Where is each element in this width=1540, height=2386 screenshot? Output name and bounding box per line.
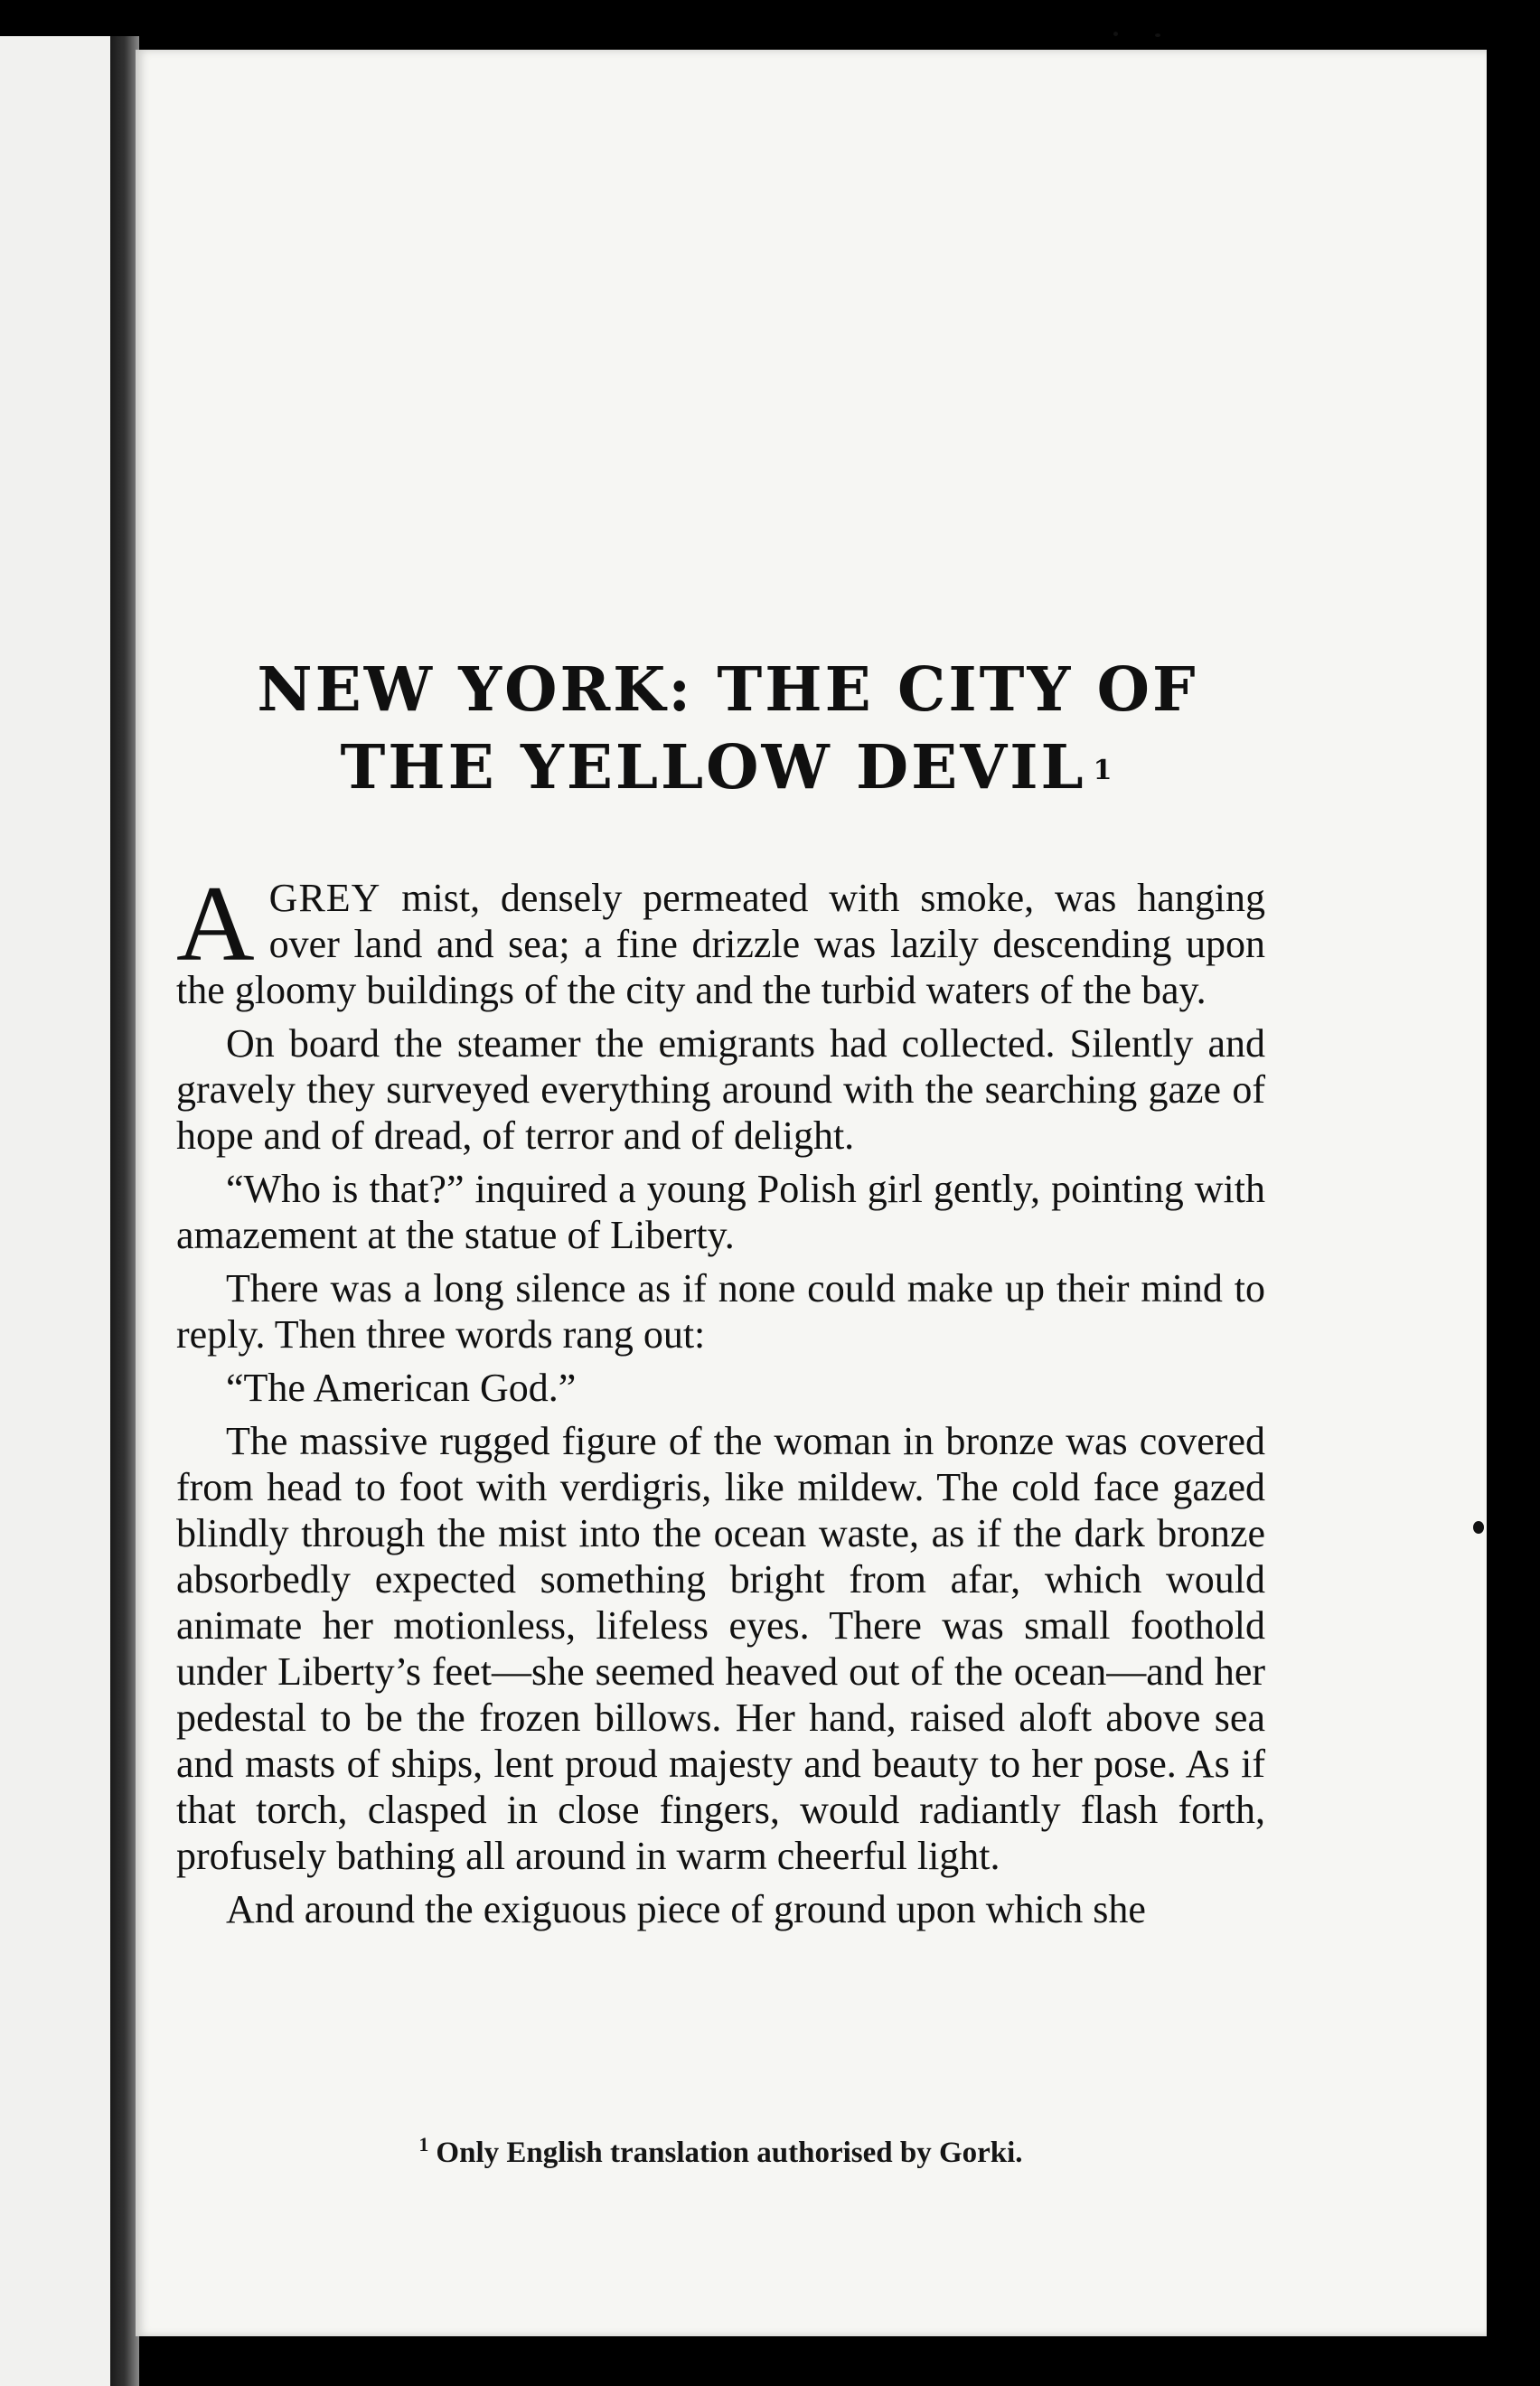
footnote-text: Only English translation authorised by Gorki. <box>436 2137 1023 2169</box>
paragraph-7: And around the exiguous piece of ground upon which she <box>226 1887 1146 1931</box>
chapter-title-line-2 <box>194 728 1261 806</box>
chapter-title-line-1: NEW YORK: THE CITY OF <box>257 653 1198 725</box>
dust-speck <box>1155 33 1160 37</box>
body-text <box>176 863 1265 1940</box>
paragraph-1-text: mist, densely permeated with smoke, was hanging over land and sea; a fine drizzle was lazily descending upon the gloomy buildings of the city and the turbid waters of the bay. <box>176 876 1265 1012</box>
facing-page-edge <box>0 36 113 2386</box>
dust-speck <box>1473 1521 1484 1534</box>
chapter-title-line-2-text: THE YELLOW DEVIL <box>340 731 1086 803</box>
paragraph-2: On board the steamer the emigrants had collected. Silently and gravely they surveyed everything around with the searching gaze of hope and of dread, of terror and of delight. <box>176 1021 1265 1158</box>
footnote-reference: 1 <box>1093 755 1115 786</box>
dust-speck <box>1113 32 1118 36</box>
paragraph-6: The massive rugged figure of the woman in bronze was covered from head to foot with verdigris, like mildew. The cold face gazed blindly through the mist into the ocean waste, as if the dark bronze absorbedly expected something bright from afar, which would animate her motionless, lifeless eyes. There was small foothold under Liberty’s feet—she seemed heaved out of the ocean—and her pedestal to be the frozen billows. Her hand, raised aloft above sea and masts of ships, lent proud majesty and beauty to her pose. As if that torch, clasped in close fingers, would radiantly flash forth, profusely bathing all around in warm cheerful light. <box>176 1419 1265 1878</box>
paragraph-5: “The American God.” <box>226 1366 577 1410</box>
opening-word: GREY <box>268 876 381 920</box>
paragraph-1 <box>176 863 1265 1013</box>
footnote <box>176 2133 1265 2170</box>
drop-cap: A <box>176 863 255 983</box>
footnote-marker: 1 <box>418 2133 429 2156</box>
chapter-title <box>194 651 1261 806</box>
paragraph-3: “Who is that?” inquired a young Polish girl gently, pointing with amazement at the statue of Liberty. <box>176 1167 1265 1257</box>
paragraph-4: There was a long silence as if none could make up their mind to reply. Then three words rang out: <box>176 1266 1265 1357</box>
